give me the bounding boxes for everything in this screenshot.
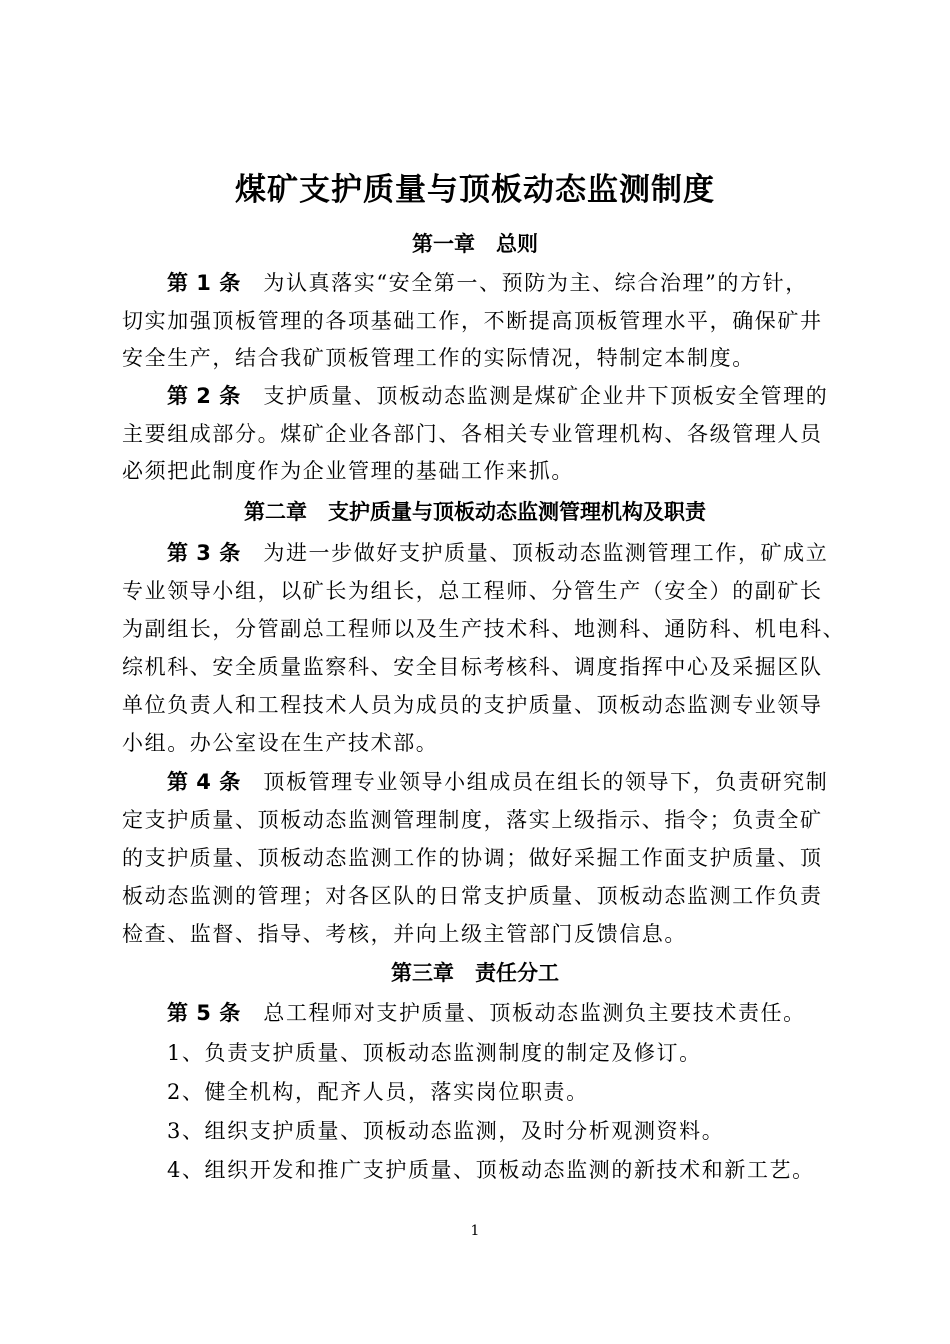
article-text: 顶板管理专业领导小组成员在组长的领导下，负责研究制 [263, 770, 829, 794]
article-2-first-line [167, 381, 828, 411]
article-1-first-line [167, 268, 808, 298]
document-title: 煤矿支护质量与顶板动态监测制度 [235, 172, 715, 208]
article-text: 支护质量、顶板动态监测是煤矿企业井下顶板安全管理的 [263, 384, 829, 408]
article-3-line-4: 综机科、安全质量监察科、安全目标考核科、调度指挥中心及采掘区队 [122, 655, 823, 679]
chapter-heading-2: 第二章 支护质量与顶板动态监测管理机构及职责 [244, 500, 706, 524]
article-label: 第 1 条 [167, 271, 241, 295]
article-text: 为进一步做好支护质量、顶板动态监测管理工作，矿成立 [263, 541, 829, 565]
article-4-line-2: 定支护质量、顶板动态监测管理制度，落实上级指示、指令；负责全矿 [122, 808, 823, 832]
list-item: 4、组织开发和推广支护质量、顶板动态监测的新技术和新工艺。 [167, 1158, 815, 1182]
article-label: 第 3 条 [167, 541, 241, 565]
list-item: 2、健全机构，配齐人员，落实岗位职责。 [167, 1080, 589, 1104]
article-label: 第 2 条 [167, 384, 241, 408]
article-1-line-3: 安全生产，结合我矿顶板管理工作的实际情况，特制定本制度。 [122, 346, 755, 370]
list-item: 3、组织支护质量、顶板动态监测，及时分析观测资料。 [167, 1119, 725, 1143]
article-4-line-4: 板动态监测的管理；对各区队的日常支护质量、顶板动态监测工作负责 [122, 884, 823, 908]
article-3-line-5: 单位负责人和工程技术人员为成员的支护质量、顶板动态监测专业领导 [122, 693, 823, 717]
article-2-line-2: 主要组成部分。煤矿企业各部门、各相关专业管理机构、各级管理人员 [122, 422, 823, 446]
article-4-line-3: 的支护质量、顶板动态监测工作的协调；做好采掘工作面支护质量、顶 [122, 846, 823, 870]
article-4-line-5: 检查、监督、指导、考核，并向上级主管部门反馈信息。 [122, 922, 687, 946]
article-text: 总工程师对支护质量、顶板动态监测负主要技术责任。 [263, 1001, 806, 1025]
article-5-first-line [167, 998, 806, 1028]
article-2-line-3: 必须把此制度作为企业管理的基础工作来抓。 [122, 459, 574, 483]
article-label: 第 5 条 [167, 1001, 241, 1025]
article-label: 第 4 条 [167, 770, 241, 794]
list-item: 1、负责支护质量、顶板动态监测制度的制定及修订。 [167, 1041, 702, 1065]
article-3-first-line [167, 538, 828, 568]
article-3-line-2: 专业领导小组，以矿长为组长，总工程师、分管生产（安全）的副矿长 [122, 579, 823, 603]
page-number: 1 [470, 1223, 480, 1239]
chapter-heading-1: 第一章 总则 [412, 232, 538, 256]
chapter-heading-3: 第三章 责任分工 [391, 961, 559, 985]
article-4-first-line [167, 767, 828, 797]
article-3-line-6: 小组。办公室设在生产技术部。 [122, 731, 439, 755]
article-3-line-3: 为副组长，分管副总工程师以及生产技术科、地测科、通防科、机电科、 [122, 617, 846, 641]
article-1-line-2: 切实加强顶板管理的各项基础工作，不断提高顶板管理水平，确保矿井 [122, 309, 823, 333]
article-text: 为认真落实“安全第一、预防为主、综合治理”的方针， [263, 271, 808, 295]
